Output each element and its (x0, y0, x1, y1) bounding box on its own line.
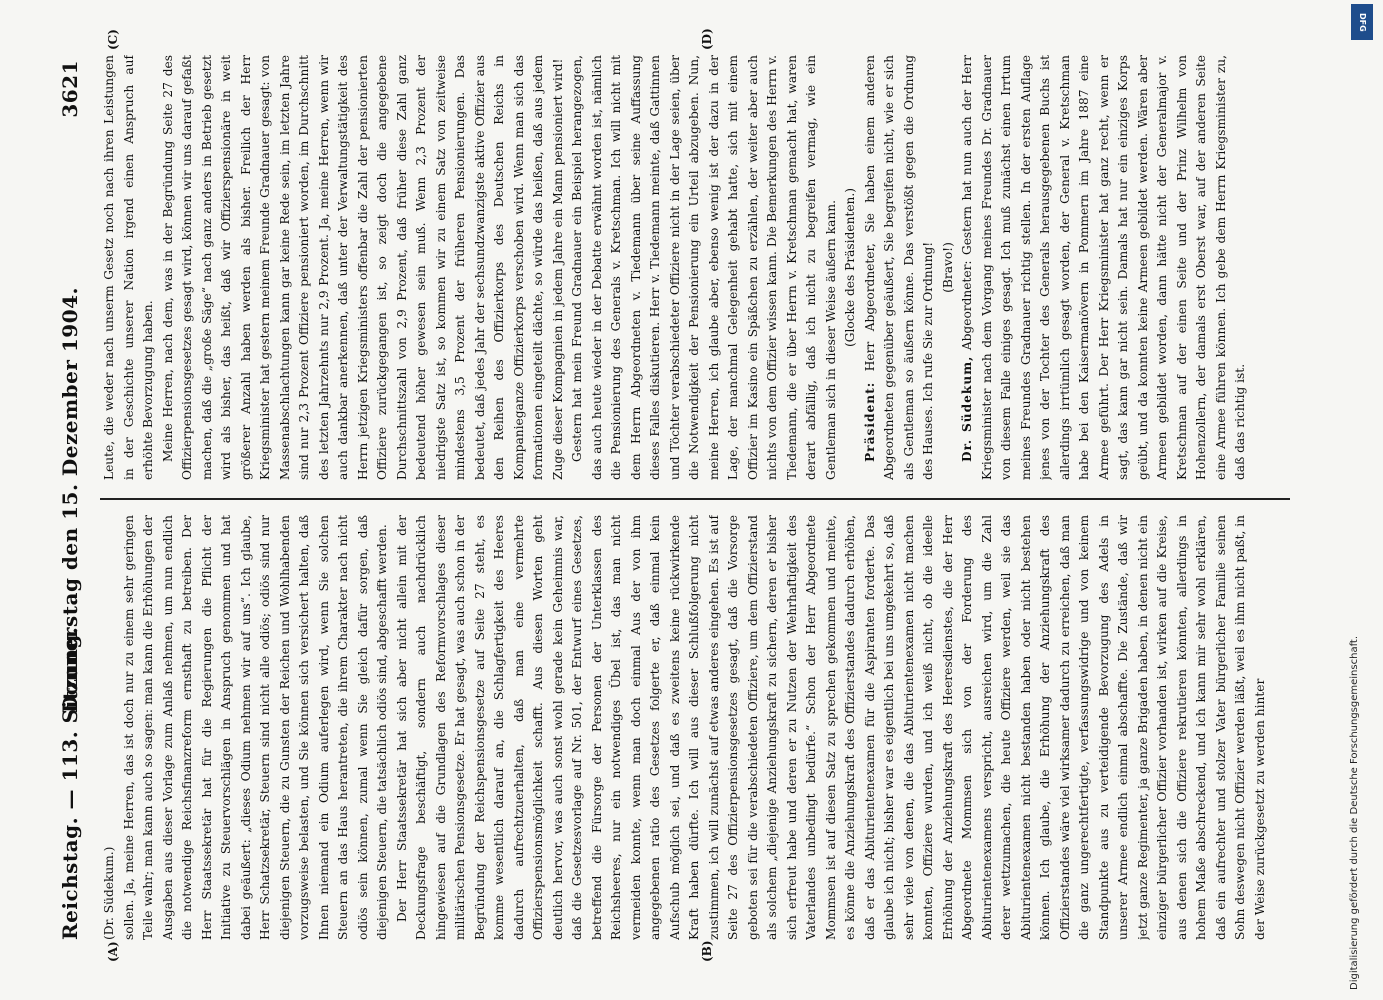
right-paragraph: Meine Herren, nach dem, was in der Begründung Seite 27 des Offizierpensionsgesetzes gesagt wird, können wir uns darauf gefaßt machen, daß die „große Säge“ nach ganz anders in Betrieb gesetzt wird als bisher, das heißt, daß wir Offizierspensionäre in weit größerer Anzahl haben werden als bisher. Freilich der Herr Kriegsminister hat gestern meinem Freunde Gradnauer gesagt: von Massenabschlachtungen kann gar keine Rede sein, im letzten Jahre sind nur 2,3 Prozent Offiziere pensioniert worden, im Durchschnitt des letzten Jahrzehnts nur 2,9 Prozent. Ja, meine Herren, wenn wir auch dankbar anerkennen, daß unter der Verwaltungstätigkeit des Herrn jetzigen Kriegsministers offenbar die Zahl der pensionierten Offiziere zurückgegangen ist, so zeigt doch die angegebene Durchschnittszahl von 2,9 Prozent, daß früher diese Zahl ganz bedeutend höher gewesen sein muß. Wenn 2,3 Prozent der niedrigste Satz ist, so kommen wir zu einem Satz von zeitweise mindestens 3,5 Prozent der früheren Pensionierungen. Das bedeutet, daß jedes Jahr der sechsundzwanzigste aktive Offizier aus den Reihen des Offizierkorps des Deutschen Reichs in Kompanieganze Offizierkorps verschoben wird. Wenn man sich das formationen eingeteilt dächte, so würde das heißen, daß aus jedem Zuge dieser Kompagnien in jedem Jahre ein Mann pensioniert wird! (160, 55, 565, 480)
column-rule (100, 499, 1290, 501)
speaker-ref: (Dr. Südekum.) (102, 846, 116, 940)
digitization-credit (1349, 10, 1369, 990)
right-paragraph: Leute, die weder nach unserm Gesetz noch nach ihren Leistungen in der Geschichte unserer Nation irgend einen Anspruch auf erhöhte Bevorzugung haben. (102, 55, 155, 480)
left-paragraph: Der Herr Staatssekretär hat sich aber nicht allein mit der Deckungsfrage beschäftigt, sondern auch nachdrücklich hingewiesen auf die Grundlagen des Reformvorschlages dieser militärischen Pensionsgesetze. Er hat gesagt, was auch schon in der Begründung der Reichspensionsgesetze auf Seite 27 steht, es komme wesentlich darauf an, die Schlagfertigkeit des Heeres dadurch aufrechtzuerhalten, daß man eine vermehrte Offizierspensionsmöglichkeit schafft. Aus diesen Worten geht deutlich hervor, was auch sonst wohl gerade kein Geheimnis war, daß die Gesetzesvorlage auf Nr. 501, der Entwurf eines Gesetzes, betreffend die Fürsorge der Personen der Unterklassen des Reichsheeres, nur ein notwendiges Übel ist, das man nicht vermeiden konnte, wenn man doch einmal Aus der von ihm angegebenen ratio des Gesetzes folgerte er, daß einmal kein Aufschub möglich sei, und daß es zweitens keine rückwirkende Kraft haben dürfte. Ich will aus dieser Schlußfolgerung nicht zustimmen, ich will zunächst auf etwas anderes eingehen. Es ist auf Seite 27 des Offizierpensionsgesetzes gesagt, daß die Vorsorge geboten sei für die verabschiedeten Offiziere, um dem Offizierstand als solchem „diejenige Anziehungskraft zu sichern, deren er bisher sich erfreut habe und deren er zu Nutzen der Wehrhaftigkeit des Vaterlandes unbedingt bedürfe.“ Schon der Herr Abgeordnete Mommsen ist auf diesen Satz zu sprechen gekommen und meinte, es könne die Anziehungskraft des Offizierstandes dadurch erhöhen, daß er das Abiturientenexamen für die Aspiranten forderte. Das glaube ich nicht; bisher war es eigentlich bei uns umgekehrt so, daß sehr viele von denen, die das Abiturientenexamen nicht machen konnten, Offiziere wurden, und ich weiß nicht, ob die ideelle Erhöhung der Anziehungskraft des Heeresdienstes, die der Herr Abgeordnete Mommsen sich von der Forderung des Abiturientenexamens verspricht, ausreichen wird, um die Zahl derer wettzumachen, die heute Offiziere werden, weil sie das Abiturientenexamen nicht bestanden haben oder nicht bestehen können. Ich glaube, die Erhöhung der Anziehungskraft des Offizierstandes wäre viel wirksamer dadurch zu erreichen, daß man die ganz ungerechtfertigte, verfassungswidrige und von keinem Standpunkte aus zu verteidigende Bevorzugung des Adels in unserer Armee endlich einmal abschaffte. Die Zustände, daß wir jetzt ganze Regimenter, ja ganze Brigaden haben, in denen nicht ein einziger bürgerlicher Offizier vorhanden ist, wirken auf die Kreise, aus denen sich die Offiziere rekrutieren könnten, allerdings in hohem Maße abschreckend, und ich kann mir sehr wohl erklären, daß ein aufrechter und stolzer Vater bürgerlicher Familie seinen Sohn deswegen nicht Offizier werden läßt, weil es ihm nicht paßt, in der Weise zurückgesetzt zu werden hinter (394, 515, 1267, 940)
page-number: 3621 (58, 60, 82, 118)
margin-mark-a: (A) (106, 941, 120, 962)
margin-mark-c: (C) (106, 29, 120, 50)
header-date: Donnerstag den 15. Dezember 1904. (58, 286, 82, 714)
bravo-note: (Bravo!) (940, 242, 955, 293)
president-speaker: Präsident: (862, 381, 877, 462)
credit-text: Digitalisierung gefördert durch die Deutsche Forschungsgemeinschaft. (1349, 635, 1360, 990)
right-column (100, 55, 1290, 480)
right-paragraph: Gestern hat mein Freund Gradnauer ein Beispiel herangezogen, das auch heute wieder in der Debatte erwähnt worden ist, nämlich die Pensionierung des Generals v. Kretschman. Ich will nicht mit dem Herrn Abgeordneten v. Tiedemann über seine Auffassung dieses Falles diskutieren. Herr v. Tiedemann meinte, daß Gattinnen und Töchter verabschiedeter Offiziere nicht in der Lage seien, über die Notwendigkeit der Pensionierung ein Urteil abzugeben. Nun, meine Herren, ich glaube aber, ebenso wenig ist der dazu in der Lage, der manchmal Gelegenheit gehabt hatte, sich mit einem Offizier im Kasino ein Späßchen zu erzählen, der weiter aber auch nichts von dem Offizier wissen kann. Die Bemerkungen des Herrn v. Tiedemann, die er über Herrn v. Kretschman gemacht hat, waren derart abfällig, daß ich nicht zu begreifen vermag, wie ein Gentleman sich in dieser Weise äußern kann. (570, 55, 838, 480)
page-header (58, 60, 88, 940)
dfg-logo: DFG (1351, 4, 1373, 40)
final-text: Abgeordneter: Gestern hat nun auch der Herr Kriegsminister nach dem Vorgang meines Freundes Dr. Gradnauer von diesem Falle einiges gesagt. Ich muß zunächst einen Irrtum meines Freundes Gradnauer richtig stellen. In der ersten Auflage jenes von der Tochter des Generals herausgegebenen Buchs ist allerdings irrtümlich gesagt worden, der General v. Kretschman habe bei den Kaisermanövern in Pommern im Jahre 1887 eine Armee geführt. Der Herr Kriegsminister hat ganz recht, wenn er sagt, das kann gar nicht sein. Damals hat nur ein einziges Korps geübt, und da konnten keine Armeen gebildet werden. Wären aber Armeen gebildet worden, dann hätte nicht der Generalmajor v. Kretschman auf der einen Seite und der Prinz Wilhelm von Hohenzollern, der damals erst Oberst war, auf der anderen Seite eine Armee führen können. Ich gebe dem Herrn Kriegsminister zu, daß das richtig ist. (960, 55, 1247, 480)
header-left: Reichstag. — 113. Sitzung. (58, 626, 82, 940)
left-paragraph: sollen. Ja, meine Herren, das ist doch nur zu einem sehr geringen Teile wahr; man kann auch so sagen: man kann die Erhöhungen der Ausgaben aus dieser Vorlage zum Anlaß nehmen, um nun endlich die notwendige Reichsfinanzreform ernsthaft zu betreiben. Der Herr Staatssekretär hat für die Regierungen die Pflicht der Initiative zu Steuervorschlägen in Anspruch genommen und hat dabei geäußert: „dieses Odium nehmen wir auf uns“. Ich glaube, Herr Schatzsekretär, Steuern sind nicht alle odiös; odiös sind nur diejenigen Steuern, die zu Gunsten der Reichen und Wohlhabenden vorzugsweise belasten, und Sie können sich versichert halten, daß Ihnen niemand ein Odium auferlegen wird, wenn Sie solchen Steuern an das Haus herantreten, die ihrem Charakter nach nicht odiös sein können, zumal wenn Sie gleich dafür sorgen, daß diejenigen Steuern, die tatsächlich odiös sind, abgeschafft werden. (121, 515, 389, 940)
bell-note: (Glocke des Präsidenten.) (843, 187, 857, 348)
final-speaker: Dr. Südekum, (960, 355, 974, 462)
margin-mark-d: (D) (700, 28, 714, 50)
left-column (100, 515, 1290, 940)
margin-mark-b: (B) (700, 940, 714, 962)
president-text: Herr Abgeordneter, Sie haben einem anderen Abgeordneten gegenüber geäußert, Sie begreifen nicht, wie er sich als Gentleman so äußern könne. Das verstößt gegen die Ordnung des Hauses. Ich rufe Sie zur Ordnung! (862, 55, 935, 480)
